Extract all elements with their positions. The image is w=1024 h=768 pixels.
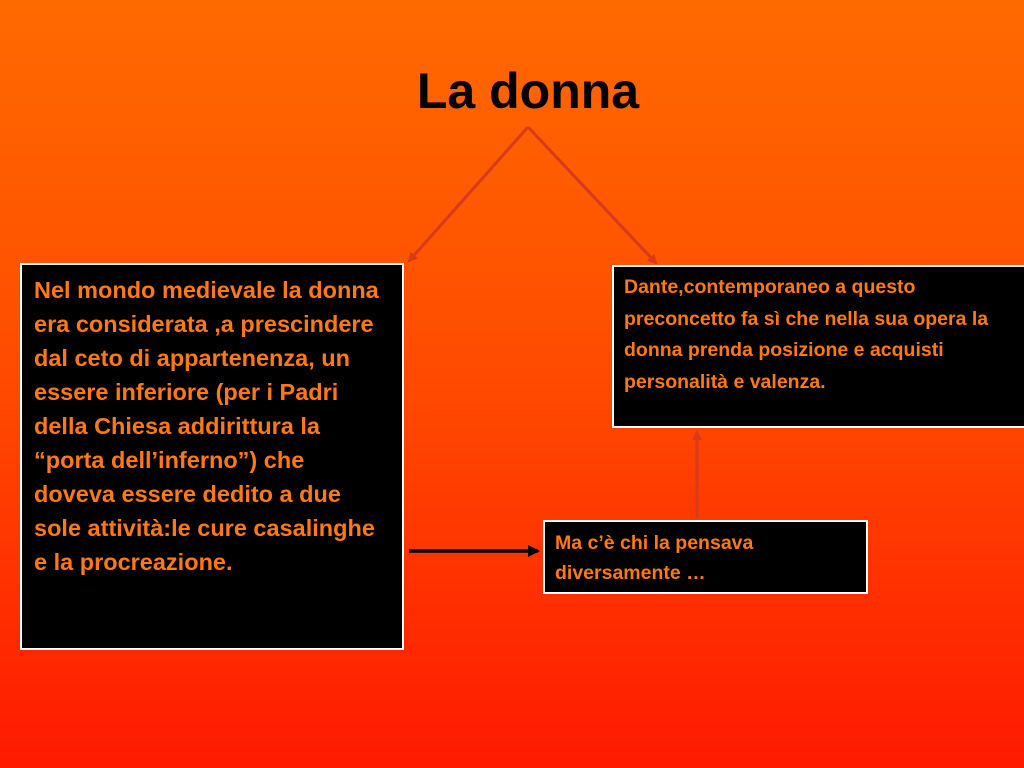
medieval-view-box: Nel mondo medievale la donna era considerata ,a prescindere dal ceto di appartenenza, un essere inferiore (per i Padri della Chiesa addirittura la “porta dell’inferno”) che doveva essere dedito a due sole attività:le cure casalinghe e la procreazione. <box>20 263 404 650</box>
arrow-title-to-left-box <box>409 127 528 261</box>
arrow-title-to-right-box <box>528 127 656 263</box>
different-view-box: Ma c’è chi la pensava diversamente … <box>543 520 868 594</box>
dante-view-box: Dante,contemporaneo a questo preconcetto fa sì che nella sua opera la donna prenda posizione e acquisti personalità e valenza. <box>612 265 1024 428</box>
page-title: La donna <box>416 63 640 119</box>
